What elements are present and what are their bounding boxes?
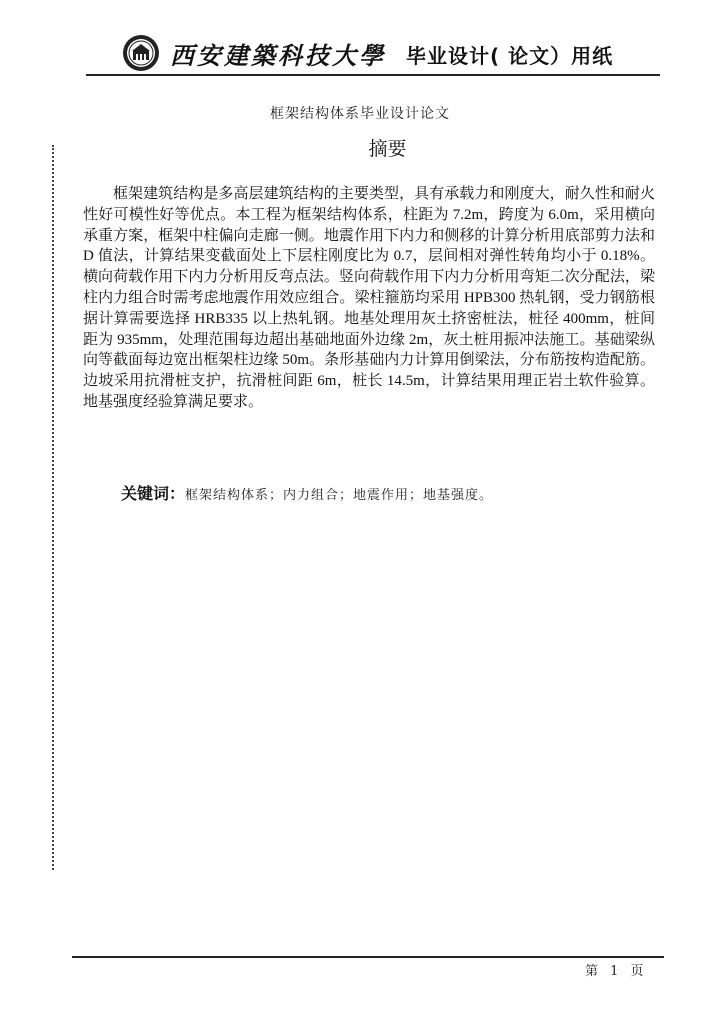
abstract-heading: 摘要 [368, 138, 407, 160]
keywords-text: 框架结构体系；内力组合；地震作用；地基强度。 [185, 488, 494, 503]
university-seal-icon [122, 34, 160, 72]
page-number: 第 1 页 [585, 964, 644, 979]
header-divider [86, 74, 660, 76]
university-name: 西安建築科技大學 [170, 41, 386, 70]
page-header [122, 30, 662, 74]
abstract-body: 框架建筑结构是多高层建筑结构的主要类型，具有承载力和刚度大，耐久性和耐火性好可模性好等优点。本工程为框架结构体系，柱距为 7.2m，跨度为 6.0m，采用横向承重方案，框架中柱偏向走廊一侧。地震作用下内力和侧移的计算分析用底部剪力法和 D 值法，计算结果变截面处上下层柱刚度比为 0.7，层间相对弹性转角均小于 0.18%。横向荷载作用下内力分析用反弯点法。竖向荷载作用下内力分析用弯矩二次分配法，梁柱内力组合时需考虑地震作用效应组合。梁柱箍筋均采用 HPB300 热轧钢，受力钢筋根据计算需要选择 HRB335 以上热轧钢。地基处理用灰土挤密桩法，桩径 400mm，桩间距为 935mm，处理范围每边超出基础地面外边缘 2m，灰土桩用振冲法施工。基础梁纵向等截面每边宽出框架柱边缘 50m。条形基础内力计算用倒梁法，分布筋按构造配筋。边坡采用抗滑桩支护，抗滑桩间距 6m，桩长 14.5m，计算结果用理正岩土软件验算。地基强度经验算满足要求。 [83, 186, 655, 410]
keywords-line [121, 481, 661, 504]
paper-type-label: 毕业设计( 论文）用纸 [406, 44, 614, 68]
binding-margin-line [52, 145, 54, 870]
footer-divider [72, 956, 664, 958]
keywords-label: 关键词： [121, 484, 186, 503]
document-title: 框架结构体系毕业设计论文 [270, 106, 450, 122]
